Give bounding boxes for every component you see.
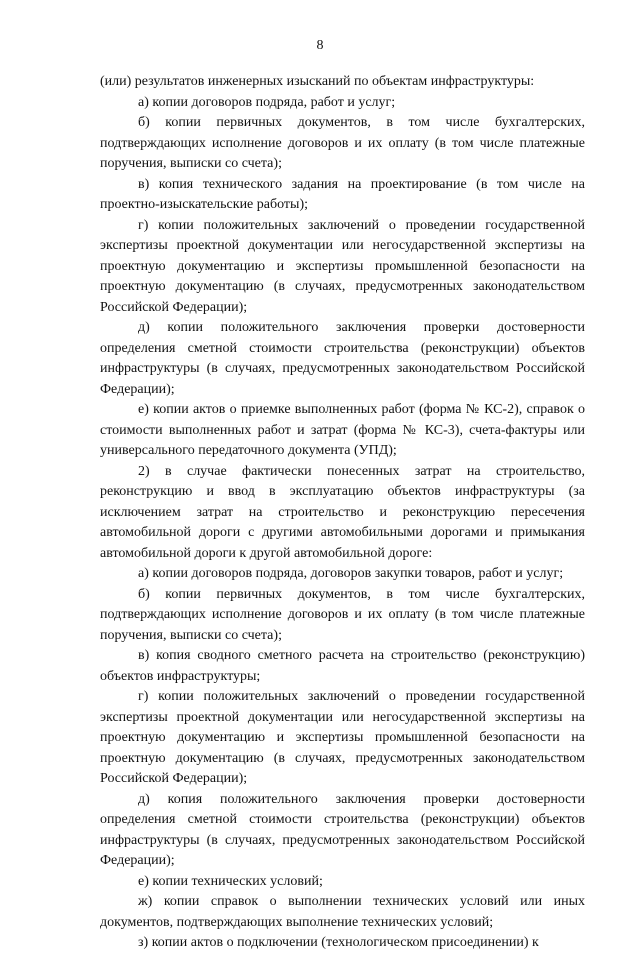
document-body: [100, 72, 585, 954]
paragraph: б) копии первичных документов, в том числе бухгалтерских, подтверждающих исполнение договоров и их оплату (в том числе платежные поручения, выписки со счета);: [100, 586, 585, 643]
paragraph: з) копии актов о подключении (технологическом присоединении) к: [138, 935, 539, 950]
paragraph: б) копии первичных документов, в том числе бухгалтерских, подтверждающих исполнение договоров и их оплату (в том числе платежные поручения, выписки со счета);: [100, 115, 585, 171]
paragraph: в) копия сводного сметного расчета на строительство (реконструкцию) объектов инфраструктуры;: [100, 648, 585, 684]
paragraph: г) копии положительных заключений о проведении государственной экспертизы проектной документации или негосударственной экспертизы на проектную документацию и экспертизы промышленной безопасности на проектную документацию (в случаях, предусмотренных законодательством Российской Федерации);: [100, 217, 585, 315]
paragraph: а) копии договоров подряда, договоров закупки товаров, работ и услуг;: [138, 566, 564, 581]
paragraph: а) копии договоров подряда, работ и услуг;: [138, 94, 396, 110]
paragraph: 2) в случае фактически понесенных затрат на строительство, реконструкцию и ввод в эксплуатацию объектов инфраструктуры (за исключением затрат на строительство и реконструкцию пересечения автомобильной дороги с другими автомобильными дорогами и примыкания автомобильной дороги к другой автомобильной дороге:: [100, 463, 585, 561]
paragraph: (или) результатов инженерных изысканий по объектам инфраструктуры:: [100, 74, 535, 89]
paragraph: г) копии положительных заключений о проведении государственной экспертизы проектной документации или негосударственной экспертизы на проектную документацию и экспертизы промышленной безопасности на проектную документацию (в случаях, предусмотренных законодательством Российской Федерации);: [100, 689, 585, 786]
paragraph: в) копия технического задания на проектирование (в том числе на проектно-изыскательские работы);: [100, 176, 585, 212]
paragraph: е) копии актов о приемке выполненных работ (форма № КС-2), справок о стоимости выполненных работ и затрат (форма № КС-3), счета-фактуры или универсального передаточного документа (УПД);: [100, 402, 585, 458]
paragraph: е) копии технических условий;: [138, 873, 323, 889]
paragraph: д) копии положительного заключения проверки достоверности определения сметной стоимости строительства (реконструкции) объектов инфраструктуры (в случаях, предусмотренных законодательством Российской Федерации);: [100, 320, 585, 397]
page-number: 8: [316, 38, 324, 53]
paragraph: ж) копии справок о выполнении технических условий или иных документов, подтверждающих выполнение технических условий;: [100, 894, 585, 930]
paragraph: д) копия положительного заключения проверки достоверности определения сметной стоимости строительства (реконструкции) объектов инфраструктуры (в случаях, предусмотренных законодательством Российской Федерации);: [100, 791, 585, 868]
